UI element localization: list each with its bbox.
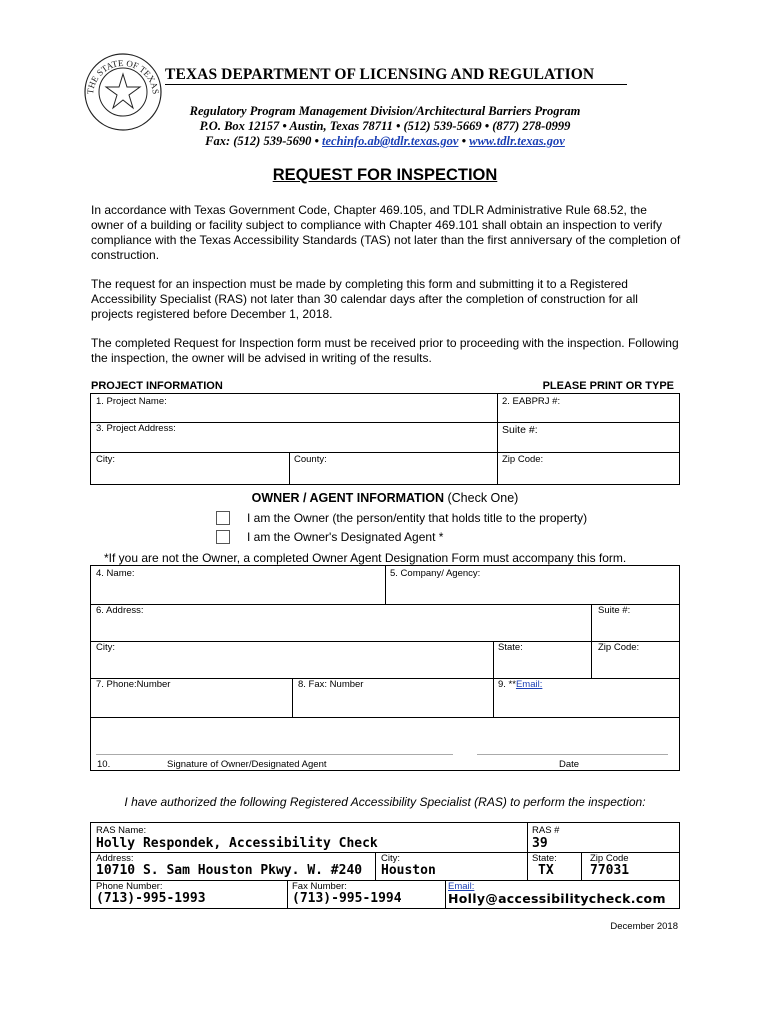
eabprj-field[interactable]: 2. EABPRJ #:	[502, 396, 561, 407]
ras-email-label[interactable]: Email:	[448, 881, 475, 892]
owner-email-field[interactable]	[498, 679, 542, 690]
owner-heading	[0, 491, 770, 505]
project-county-field[interactable]: County:	[294, 454, 327, 465]
owner-state-field[interactable]: State:	[498, 642, 523, 653]
ras-zip-label: Zip Code	[590, 853, 629, 864]
ras-phone-label: Phone Number:	[96, 881, 163, 892]
agent-option-label: I am the Owner's Designated Agent *	[247, 530, 444, 544]
owner-fax-field[interactable]: 8. Fax: Number	[298, 679, 364, 690]
ras-name-value[interactable]: Holly Respondek, Accessibility Check	[96, 836, 378, 851]
project-zip-field[interactable]: Zip Code:	[502, 454, 544, 465]
agency-name: TEXAS DEPARTMENT OF LICENSING AND REGULATION	[165, 66, 595, 83]
project-name-field[interactable]: 1. Project Name:	[96, 396, 167, 407]
project-city-field[interactable]: City:	[96, 454, 115, 465]
owner-email-link[interactable]: Email:	[515, 679, 543, 690]
email-link[interactable]: techinfo.ab@tdlr.texas.gov	[322, 134, 459, 148]
agent-checkbox[interactable]	[216, 530, 230, 544]
owner-info-table	[90, 565, 680, 771]
address-line: P.O. Box 12157 • Austin, Texas 78711 • (512) 539-5669 • (877) 278-0999	[199, 119, 571, 133]
svg-text:THE STATE OF TEXAS: THE STATE OF TEXAS	[84, 57, 161, 95]
ras-address-label: Address:	[96, 853, 134, 864]
ras-state-value[interactable]: TX	[538, 863, 554, 878]
owner-suite-field[interactable]: Suite #:	[598, 605, 631, 616]
project-section-label: PROJECT INFORMATION	[91, 380, 223, 392]
ras-state-label: State:	[532, 853, 557, 864]
separator: •	[461, 134, 466, 148]
signature-number: 10.	[97, 759, 111, 770]
ras-phone-value[interactable]: (713)-995-1993	[96, 891, 206, 906]
owner-phone-field[interactable]: 7. Phone:Number	[96, 679, 171, 690]
date-line[interactable]	[477, 754, 668, 755]
owner-email-prefix: 9. **	[498, 679, 516, 690]
ras-number-label: RAS #	[532, 825, 560, 836]
ras-number-value[interactable]: 39	[532, 836, 548, 851]
owner-city-field[interactable]: City:	[96, 642, 115, 653]
agency-underline	[165, 84, 627, 85]
owner-company-field[interactable]: 5. Company/ Agency:	[390, 568, 481, 579]
project-info-table	[90, 393, 680, 485]
ras-email-value[interactable]: Holly@accessibilitycheck.com	[448, 891, 666, 906]
owner-zip-field[interactable]: Zip Code:	[598, 642, 640, 653]
owner-heading-note: (Check One)	[447, 491, 519, 505]
ras-name-label: RAS Name:	[96, 825, 147, 836]
division-line: Regulatory Program Management Division/Architectural Barriers Program	[189, 104, 581, 118]
intro-paragraph-2: The request for an inspection must be made by completing this form and submitting it to a Registered Accessibility Specialist (RAS) not later than 30 calendar days after the completion of construction for all projects registered before December 1, 2018.	[91, 277, 638, 321]
contact-line	[85, 134, 685, 149]
project-address-field[interactable]: 3. Project Address:	[96, 423, 176, 434]
website-link[interactable]: www.tdlr.texas.gov	[469, 134, 565, 148]
ras-address-value[interactable]: 10710 S. Sam Houston Pkwy. W. #240	[96, 863, 363, 878]
intro-paragraph-1: In accordance with Texas Government Code, Chapter 469.105, and TDLR Administrative Rule 68.52, the owner of a building or facility subject to compliance with Chapter 469.101 shall obtain an inspection to verify compliance with the Texas Accessibility Standards (TAS) not later than the first anniversary of the completion of construction.	[91, 203, 681, 262]
owner-option-label: I am the Owner (the person/entity that holds title to the property)	[247, 511, 588, 525]
signature-label: Signature of Owner/Designated Agent	[167, 759, 327, 770]
owner-checkbox[interactable]	[216, 511, 230, 525]
print-note: PLEASE PRINT OR TYPE	[542, 380, 674, 392]
ras-authorization-text: I have authorized the following Registered Accessibility Specialist (RAS) to perform the inspection:	[124, 795, 646, 809]
form-title: REQUEST FOR INSPECTION	[272, 166, 498, 184]
signature-line[interactable]	[96, 754, 453, 755]
agent-footnote: *If you are not the Owner, a completed Owner Agent Designation Form must accompany this form.	[104, 551, 627, 565]
ras-city-label: City:	[381, 853, 400, 864]
owner-heading-bold: OWNER / AGENT INFORMATION	[251, 491, 444, 505]
owner-address-field[interactable]: 6. Address:	[96, 605, 144, 616]
owner-name-field[interactable]: 4. Name:	[96, 568, 135, 579]
date-label: Date	[559, 759, 580, 770]
intro-paragraph-3: The completed Request for Inspection form must be received prior to proceeding with the inspection. Following the inspection, the owner will be advised in writing of the results.	[91, 336, 679, 365]
fax-text: Fax: (512) 539-5690 •	[205, 134, 319, 148]
ras-fax-value[interactable]: (713)-995-1994	[292, 891, 402, 906]
project-suite-field[interactable]: Suite #:	[502, 424, 538, 436]
ras-zip-value[interactable]: 77031	[590, 863, 630, 878]
ras-fax-label: Fax Number:	[292, 881, 347, 892]
revision-date: December 2018	[610, 921, 678, 932]
ras-city-value[interactable]: Houston	[381, 863, 436, 878]
